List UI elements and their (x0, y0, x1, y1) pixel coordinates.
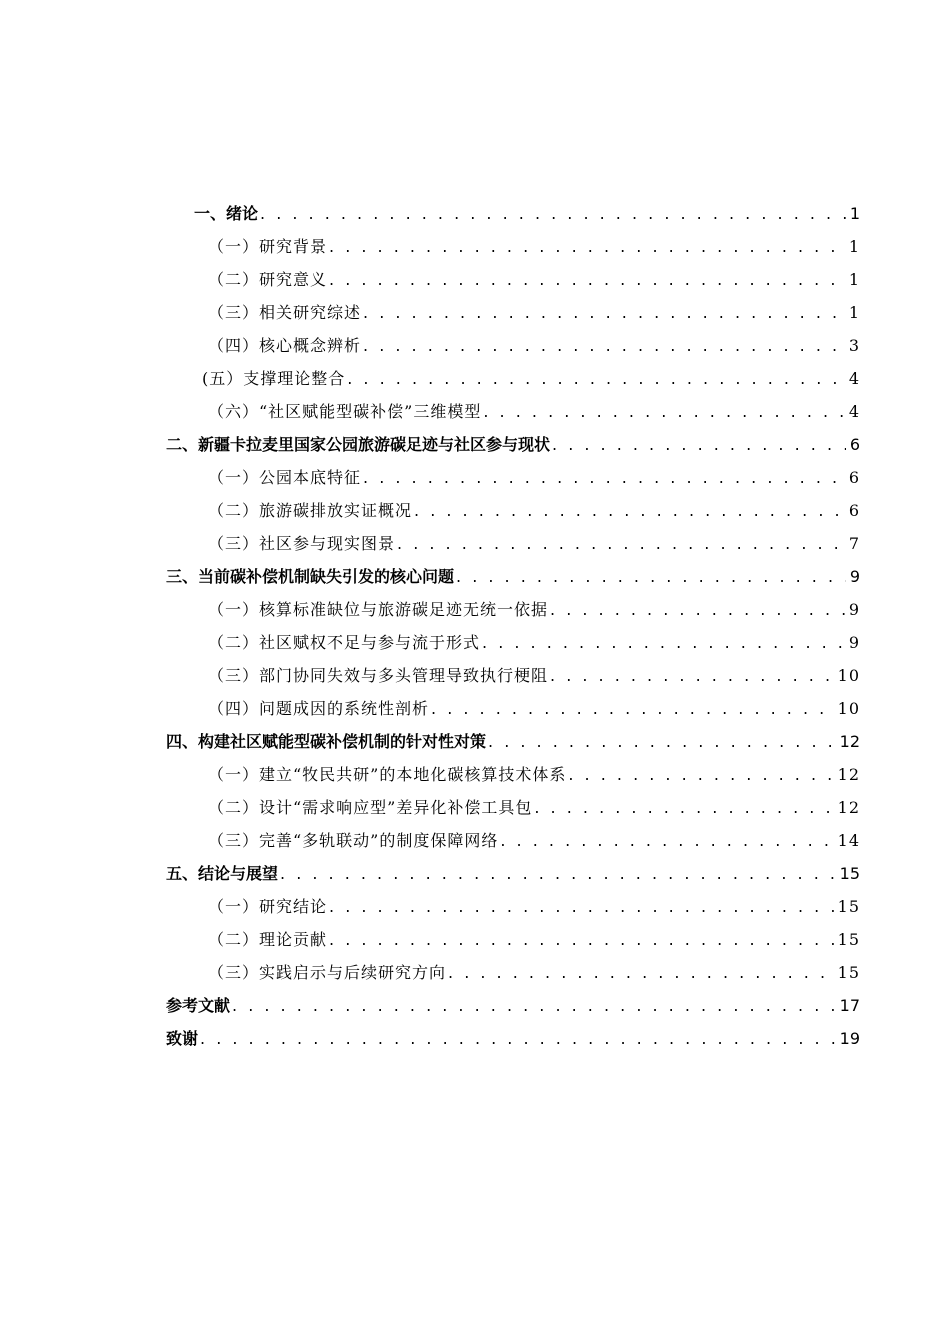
toc-entry-title: （六）“社区赋能型碳补偿”三维模型 (208, 402, 482, 421)
toc-page-number: 15 (837, 930, 860, 949)
table-of-contents (166, 197, 860, 1055)
toc-page-number: 14 (837, 831, 860, 850)
toc-page-number: 9 (848, 633, 860, 652)
toc-dot-leader (532, 791, 833, 824)
toc-entry-title: 三、当前碳补偿机制缺失引发的核心问题 (166, 567, 455, 586)
toc-dot-leader (429, 692, 834, 725)
toc-entry[interactable] (166, 923, 860, 956)
toc-dot-leader (498, 824, 833, 857)
toc-page-number: 6 (848, 501, 860, 520)
toc-dot-leader (566, 758, 833, 791)
toc-page-number: 12 (837, 765, 860, 784)
toc-dot-leader (230, 989, 836, 1022)
toc-entry-title: 四、构建社区赋能型碳补偿机制的针对性对策 (166, 732, 487, 751)
toc-dot-leader (395, 527, 845, 560)
toc-entry-title: 一、绪论 (194, 204, 259, 223)
toc-entry-title: （三）完善“多轨联动”的制度保障网络 (208, 831, 499, 850)
toc-dot-leader (327, 263, 845, 296)
toc-entry-title: (五）支撑理论整合 (202, 369, 346, 388)
toc-entry-title: （一）研究背景 (208, 237, 328, 256)
toc-entry[interactable] (166, 560, 860, 593)
toc-entry-title: （三）相关研究综述 (208, 303, 362, 322)
toc-page-number: 15 (837, 897, 860, 916)
toc-dot-leader (198, 1022, 836, 1055)
toc-dot-leader (550, 428, 846, 461)
toc-entry[interactable] (166, 395, 860, 428)
toc-page-number: 17 (839, 996, 860, 1015)
toc-entry[interactable] (166, 263, 860, 296)
toc-page-number: 1 (849, 204, 860, 223)
toc-dot-leader (480, 626, 845, 659)
toc-dot-leader (327, 890, 834, 923)
toc-dot-leader (345, 362, 845, 395)
toc-page-number: 4 (848, 369, 860, 388)
toc-entry[interactable] (166, 989, 860, 1022)
toc-dot-leader (548, 593, 845, 626)
toc-entry[interactable] (166, 791, 860, 824)
toc-entry[interactable] (166, 725, 860, 758)
toc-entry[interactable] (166, 824, 860, 857)
toc-dot-leader (446, 956, 834, 989)
toc-entry-title: （二）旅游碳排放实证概况 (208, 501, 413, 520)
toc-entry-title: （一）建立“牧民共研”的本地化碳核算技术体系 (208, 765, 567, 784)
toc-entry[interactable] (166, 758, 860, 791)
toc-entry-title: （一）核算标准缺位与旅游碳足迹无统一依据 (208, 600, 549, 619)
toc-entry[interactable] (166, 329, 860, 362)
toc-page-number: 6 (848, 468, 860, 487)
toc-entry-title: （四）核心概念辨析 (208, 336, 362, 355)
toc-page-number: 10 (837, 666, 860, 685)
toc-page-number: 4 (848, 402, 860, 421)
toc-page-number: 1 (848, 270, 860, 289)
toc-entry[interactable] (166, 659, 860, 692)
toc-entry-title: （二）社区赋权不足与参与流于形式 (208, 633, 481, 652)
toc-dot-leader (548, 659, 834, 692)
toc-entry-title: （四）问题成因的系统性剖析 (208, 699, 430, 718)
toc-entry[interactable] (166, 692, 860, 725)
toc-dot-leader (278, 857, 836, 890)
toc-page-number: 19 (839, 1029, 860, 1048)
toc-entry[interactable] (166, 296, 860, 329)
toc-entry[interactable] (166, 1022, 860, 1055)
toc-entry[interactable] (166, 494, 860, 527)
toc-entry[interactable] (166, 428, 860, 461)
toc-dot-leader (361, 461, 845, 494)
toc-entry-title: （二）研究意义 (208, 270, 328, 289)
toc-page-number: 10 (837, 699, 860, 718)
toc-dot-leader (327, 923, 834, 956)
toc-dot-leader (258, 197, 846, 230)
toc-entry[interactable] (166, 230, 860, 263)
toc-entry-title: 致谢 (166, 1029, 199, 1048)
toc-dot-leader (361, 329, 845, 362)
toc-dot-leader (481, 395, 844, 428)
toc-entry-title: （三）部门协同失效与多头管理导致执行梗阻 (208, 666, 549, 685)
toc-page-number: 6 (849, 435, 860, 454)
toc-entry[interactable] (166, 362, 860, 395)
toc-page-number: 12 (837, 798, 860, 817)
toc-page-number: 3 (848, 336, 860, 355)
toc-page-number: 12 (839, 732, 860, 751)
toc-page-number: 15 (837, 963, 860, 982)
toc-entry[interactable] (166, 593, 860, 626)
toc-entry-title: （二）理论贡献 (208, 930, 328, 949)
toc-dot-leader (454, 560, 846, 593)
toc-entry-title: 五、结论与展望 (166, 864, 279, 883)
toc-entry-title: （三）社区参与现实图景 (208, 534, 396, 553)
toc-entry[interactable] (166, 626, 860, 659)
toc-entry-title: （一）公园本底特征 (208, 468, 362, 487)
toc-entry[interactable] (166, 956, 860, 989)
toc-entry[interactable] (166, 527, 860, 560)
toc-dot-leader (412, 494, 845, 527)
toc-dot-leader (361, 296, 845, 329)
toc-entry-title: 参考文献 (166, 996, 231, 1015)
toc-entry[interactable] (166, 857, 860, 890)
toc-page-number: 9 (849, 567, 860, 586)
toc-entry[interactable] (166, 890, 860, 923)
toc-entry[interactable] (166, 461, 860, 494)
toc-entry-title: （三）实践启示与后续研究方向 (208, 963, 447, 982)
toc-page-number: 15 (839, 864, 860, 883)
toc-dot-leader (327, 230, 845, 263)
toc-entry[interactable] (166, 197, 860, 230)
toc-page-number: 7 (848, 534, 860, 553)
toc-entry-title: （二）设计“需求响应型”差异化补偿工具包 (208, 798, 533, 817)
toc-entry-title: （一）研究结论 (208, 897, 328, 916)
toc-entry-title: 二、新疆卡拉麦里国家公园旅游碳足迹与社区参与现状 (166, 435, 551, 454)
toc-page-number: 9 (848, 600, 860, 619)
toc-page-number: 1 (848, 303, 860, 322)
toc-page-number: 1 (848, 237, 860, 256)
toc-dot-leader (486, 725, 836, 758)
